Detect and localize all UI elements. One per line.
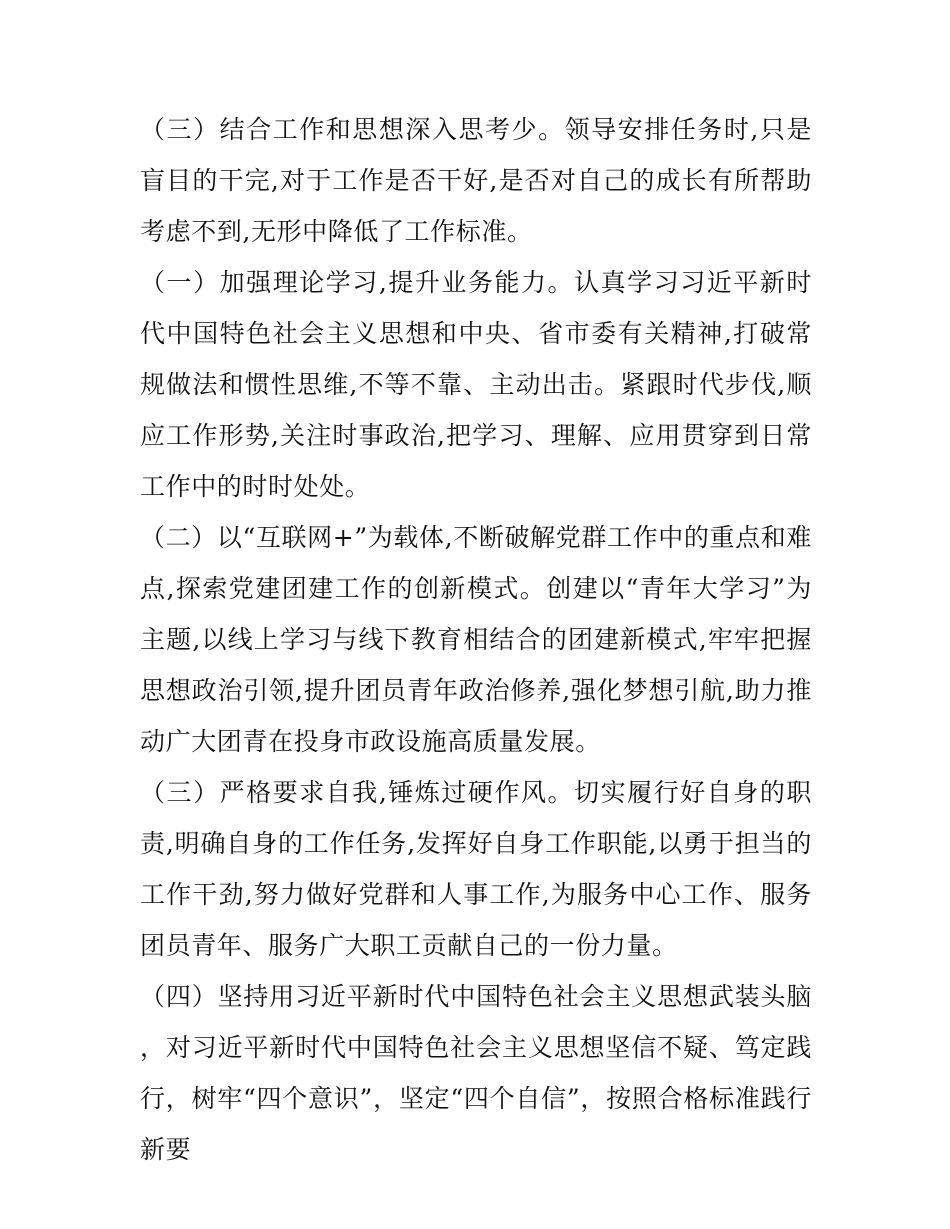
paragraph-2-internet-plus: （二）以“互联网+”为载体,不断破解党群工作中的重点和难点,探索党建团建工作的创新模式。创建以“青年大学习”为主题,以线上学习与线下教育相结合的团建新模式,牢牢把握思想政治引领,提升团员青年政治修养,强化梦想引航,助力推动广大团青在投身市政设施高质量发展。 xyxy=(140,523,812,756)
paragraph-3-strict-self-discipline: （三）严格要求自我,锤炼过硬作风。切实履行好自身的职责,明确自身的工作任务,发挥好自身工作职能,以勇于担当的工作干劲,努力做好党群和人事工作,为服务中心工作、服务团员青年、服务广大职工贡献自己的一份力量。 xyxy=(140,778,812,960)
paragraph-1-theory-study: （一）加强理论学习,提升业务能力。认真学习习近平新时代中国特色社会主义思想和中央、省市委有关精神,打破常规做法和惯性思维,不等不靠、主动出击。紧跟时代步伐,顺应工作形势,关注时事政治,把学习、理解、应用贯穿到日常工作中的时时处处。 xyxy=(140,268,812,501)
document-body xyxy=(140,104,812,1175)
paragraph-4-ideological-arming: （四）坚持用习近平新时代中国特色社会主义思想武装头脑，对习近平新时代中国特色社会主义思想坚信不疑、笃定践行，树牢“四个意识”，坚定“四个自信”，按照合格标准践行新要 xyxy=(140,982,812,1164)
paragraph-3-reflection-shortcoming: （三）结合工作和思想深入思考少。领导安排任务时,只是盲目的干完,对于工作是否干好,是否对自己的成长有所帮助考虑不到,无形中降低了工作标准。 xyxy=(140,115,812,246)
